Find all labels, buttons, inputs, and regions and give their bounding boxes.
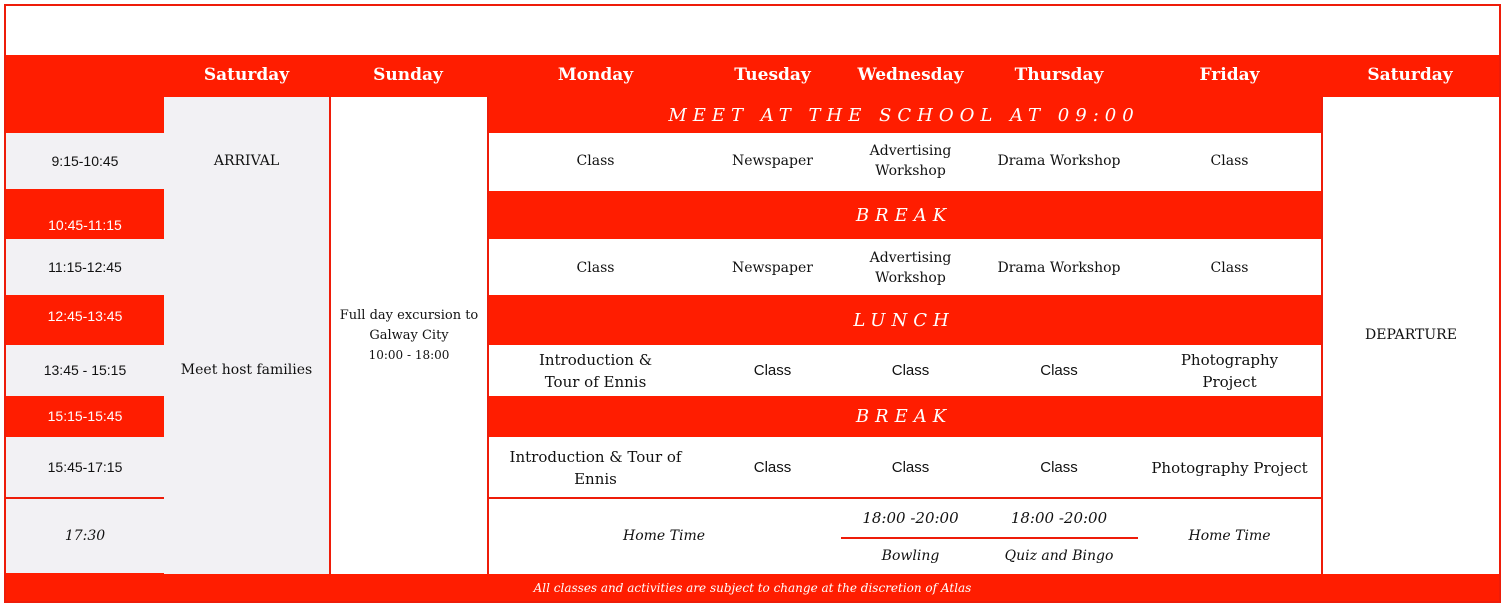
day-header-tuesday: Tuesday [734, 65, 811, 86]
day-header-friday: Friday [1199, 65, 1260, 86]
break-banner-2-text: BREAK [855, 406, 953, 427]
sunday-excursion [331, 97, 487, 574]
time-slot-7: 15:45-17:15 [6, 437, 164, 497]
lunch-banner [487, 295, 1321, 345]
row5-wednesday-activity: Bowling [843, 539, 978, 573]
row5-wednesday-time: 18:00 -20:00 [843, 499, 978, 537]
row2-thursday: Drama Workshop [982, 241, 1136, 295]
row3-friday-line2: Project [1202, 372, 1257, 391]
row2-wednesday-line1: Advertising [869, 249, 952, 266]
row5-thursday-time: 18:00 -20:00 [982, 499, 1136, 537]
row3-friday [1140, 347, 1319, 396]
row1-tuesday: Newspaper [706, 133, 839, 189]
arrival-label: ARRIVAL [213, 152, 280, 169]
row4-friday: Photography Project [1140, 439, 1319, 497]
time-column-separator [6, 497, 164, 499]
time-slot-4: 12:45-13:45 [47, 307, 123, 324]
day-header-thursday: Thursday [1014, 65, 1104, 86]
time-slot-3: 11:15-12:45 [6, 239, 164, 295]
excursion-time: 10:00 - 18:00 [368, 348, 450, 363]
saturday-departure: DEPARTURE [1323, 97, 1499, 574]
row5-thursday-activity: Quiz and Bingo [982, 539, 1136, 573]
row4-wednesday: Class [843, 439, 978, 497]
time-slot-1: 9:15-10:45 [6, 133, 164, 189]
day-header-saturday-2: Saturday [1367, 65, 1453, 86]
break-banner-1-text: BREAK [855, 204, 953, 226]
row3-thursday: Class [982, 347, 1136, 396]
time-slot-8: 17:30 [6, 499, 164, 573]
row1-thursday: Drama Workshop [982, 133, 1136, 189]
excursion-line-2: Galway City [369, 328, 449, 344]
col-separator-monday [487, 97, 489, 574]
day-header-sunday: Sunday [373, 65, 443, 86]
row3-wednesday: Class [843, 347, 978, 396]
time-slot-2: 10:45-11:15 [48, 216, 122, 233]
excursion-line-1: Full day excursion to [339, 308, 479, 324]
row5-mid-separator [841, 537, 1138, 539]
row1-wednesday-line2: Workshop [875, 163, 946, 179]
meet-host-families-label: Meet host families [180, 362, 313, 378]
day-header-monday: Monday [557, 65, 634, 86]
row2-tuesday: Newspaper [706, 241, 839, 295]
footer [6, 574, 1499, 601]
row4-tuesday: Class [706, 439, 839, 497]
time-slot-6: 15:15-15:45 [47, 408, 123, 424]
row5-top-separator [487, 497, 1321, 499]
row5-home-time-mon-tue: Home Time [489, 499, 839, 573]
row5-friday-home-time: Home Time [1140, 499, 1319, 573]
col-separator-saturday [1321, 97, 1323, 574]
meet-banner [487, 97, 1321, 133]
col-separator-sunday [329, 97, 331, 574]
row2-wednesday-line2: Workshop [875, 270, 946, 286]
footer-note: All classes and activities are subject to change at the discretion of Atlas [533, 580, 972, 595]
row3-tuesday: Class [706, 347, 839, 396]
lunch-banner-text: LUNCH [853, 309, 955, 331]
day-header-wednesday: Wednesday [857, 65, 964, 86]
row3-monday-line1: Introduction & [538, 350, 653, 369]
day-header-saturday-1: Saturday [203, 65, 290, 86]
row1-wednesday-line1: Advertising [869, 142, 952, 159]
meet-banner-text: MEET AT THE SCHOOL AT 09:00 [668, 104, 1140, 126]
break-banner-1 [487, 191, 1321, 239]
row1-wednesday [843, 133, 978, 189]
row2-monday: Class [489, 241, 702, 295]
timetable [4, 4, 1501, 603]
row1-friday: Class [1140, 133, 1319, 189]
row3-monday [489, 347, 702, 396]
row4-thursday: Class [982, 439, 1136, 497]
row1-monday: Class [489, 133, 702, 189]
row3-monday-line2: Tour of Ennis [544, 372, 647, 391]
row3-friday-line1: Photography [1180, 350, 1279, 369]
row2-wednesday [843, 241, 978, 295]
time-slot-5: 13:45 - 15:15 [6, 345, 164, 396]
break-banner-2 [487, 396, 1321, 437]
row4-monday: Introduction & Tour of Ennis [489, 439, 702, 497]
row2-friday: Class [1140, 241, 1319, 295]
